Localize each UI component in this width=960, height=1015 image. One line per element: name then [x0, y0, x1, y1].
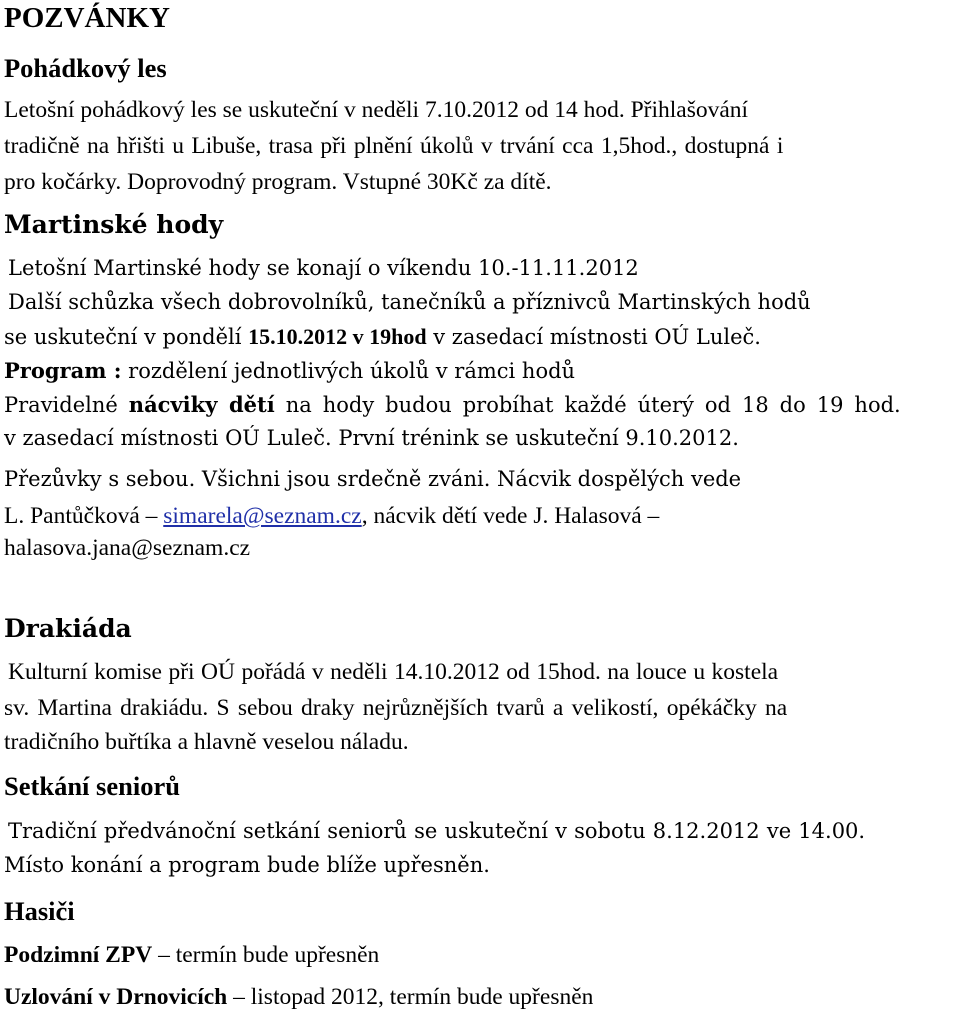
- paragraph-line: Místo konání a program bude blíže upřesněn.: [4, 853, 490, 877]
- text: L. Pantůčková –: [4, 503, 164, 529]
- paragraph-line: tradičně na hřišti u Libuše, trasa při plnění úkolů v trvání cca 1,5hod., dostupná i: [4, 133, 784, 159]
- event-name: Uzlování v Drnovicích: [4, 984, 228, 1010]
- text: v zasedací místnosti OÚ Luleč.: [426, 325, 761, 349]
- text: – listopad 2012, termín bude upřesněn: [227, 984, 594, 1010]
- meeting-datetime: 15.10.2012 v 19hod: [248, 324, 427, 349]
- paragraph-line: [4, 394, 901, 416]
- text: Letošní pohádkový les se uskuteční v neděli 7.10.2012 od 14 hod. Přihlašování: [4, 97, 749, 123]
- paragraph-line: sv. Martina drakiádu. S sebou draky nejrůznějších tvarů a velikostí, opékáčky na: [4, 695, 788, 721]
- text: Pravidelné: [4, 393, 129, 417]
- text: rozdělení jednotlivých úkolů v rámci hodů: [121, 359, 576, 383]
- paragraph-line: [4, 360, 575, 382]
- heading-martinske-hody: Martinské hody: [4, 210, 224, 239]
- event-name: Podzimní ZPV: [4, 942, 153, 968]
- text: se uskuteční v pondělí: [4, 325, 249, 349]
- text: – termín bude upřesněn: [152, 942, 380, 968]
- paragraph-line: tradičního buřtíka a hlavně veselou náladu.: [4, 729, 409, 755]
- paragraph-line: pro kočárky. Doprovodný program. Vstupné 30Kč za dítě.: [4, 169, 552, 195]
- paragraph-line: [4, 505, 659, 529]
- email-link[interactable]: simarela@seznam.cz: [163, 503, 362, 529]
- paragraph-line: Kulturní komise při OÚ pořádá v neděli 14.10.2012 od 15hod. na louce u kostela: [8, 659, 779, 685]
- paragraph-line: Přezůvky s sebou. Všichni jsou srdečně zváni. Nácvik dospělých vede: [4, 467, 742, 491]
- paragraph-line: [4, 99, 955, 123]
- rehearsal-highlight: nácviky dětí: [128, 392, 275, 417]
- paragraph-line: [4, 326, 761, 348]
- text: , nácvik dětí vede J. Halasová –: [361, 503, 660, 529]
- paragraph-line: Letošní Martinské hody se konají o víkendu 10.-11.11.2012: [8, 256, 639, 280]
- paragraph-line: Tradiční předvánoční setkání seniorů se uskuteční v sobotu 8.12.2012 ve 14.00.: [8, 819, 866, 843]
- heading-hasici: Hasiči: [4, 896, 75, 926]
- heading-drakiada: Drakiáda: [4, 614, 132, 643]
- program-label: Program :: [4, 358, 122, 383]
- heading-setkani-senioru: Setkání seniorů: [4, 771, 180, 801]
- text: na hody budou probíhat každé úterý od 18 do 19 hod.: [274, 393, 901, 417]
- list-item: [4, 986, 593, 1010]
- heading-pohadkovy-les: Pohádkový les: [4, 53, 167, 83]
- paragraph-line: v zasedací místnosti OÚ Luleč. První trénink se uskuteční 9.10.2012.: [4, 426, 739, 450]
- list-item: [4, 944, 379, 968]
- paragraph-line: Další schůzka všech dobrovolníků, tanečníků a příznivců Martinských hodů: [8, 290, 811, 314]
- page-title: POZVÁNKY: [4, 2, 170, 34]
- paragraph-line: halasova.jana@seznam.cz: [4, 535, 251, 561]
